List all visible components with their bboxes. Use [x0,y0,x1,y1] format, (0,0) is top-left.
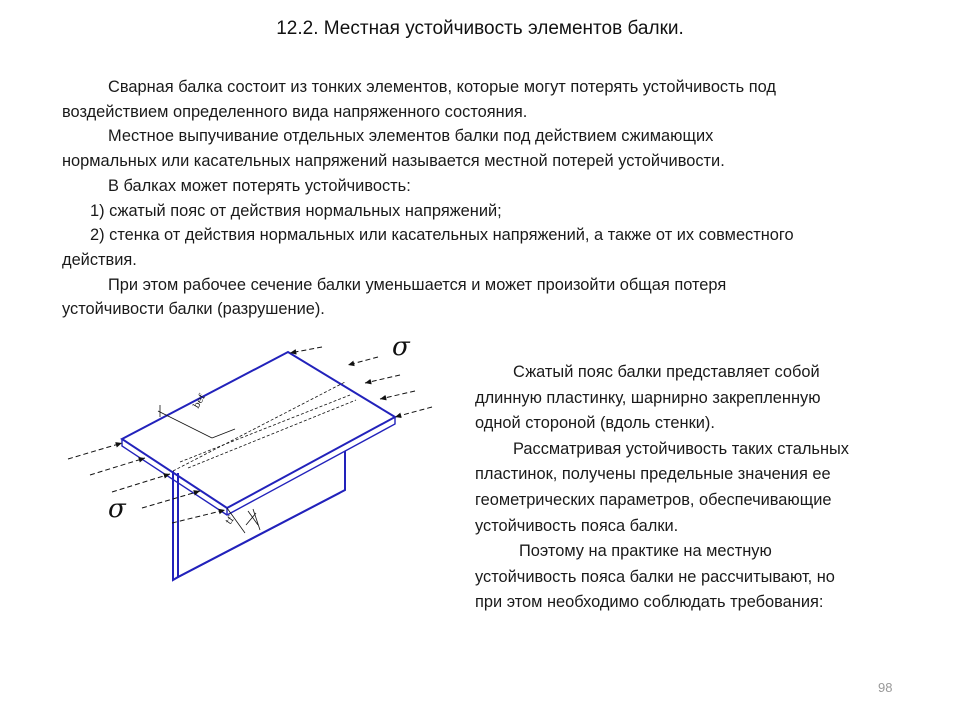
list-item: 1) сжатый пояс от действия нормальных напряжений; [90,201,502,220]
paragraph-line: Рассматривая устойчивость таких стальных [513,439,849,458]
paragraph-line: длинную пластинку, шарнирно закрепленную [475,388,821,407]
list-item-continuation: действия. [62,250,137,269]
intro-text [62,75,932,322]
stress-arrows-right [290,347,432,417]
dimension-bef [158,405,235,438]
web-plate [173,451,345,580]
paragraph-line: одной стороной (вдоль стенки). [475,414,715,433]
page-number: 98 [878,680,893,695]
paragraph-line: пластинок, получены предельные значения ее [475,465,831,484]
sigma-top-label: σ [392,332,410,362]
flange-plate [122,352,395,515]
paragraph-line: устойчивость пояса балки. [475,516,679,535]
paragraph-line: При этом рабочее сечение балки уменьшается и может произойти общая потеря [108,275,727,294]
tf-label: tf [224,515,237,527]
beam-figure [60,325,460,595]
list-item: 2) стенка от действия нормальных или касательных напряжений, а также от их совместного [90,226,794,245]
paragraph-line: устойчивость пояса балки не рассчитывают, но [475,567,835,586]
bef-label: bef [191,393,208,411]
paragraph-line: Сжатый пояс балки представляет собой [513,363,820,381]
paragraph-line: геометрических параметров, обеспечивающие [475,490,832,509]
paragraph-line: В балках может потерять устойчивость: [108,176,411,195]
paragraph-line: Сварная балка состоит из тонких элементов, которые могут потерять устойчивость под [108,78,776,96]
paragraph-line: при этом необходимо соблюдать требования: [475,593,824,612]
paragraph-line: Местное выпучивание отдельных элементов балки под действием сжимающих [108,127,714,146]
paragraph-line: нормальных или касательных напряжений называется местной потерей устойчивости. [62,152,725,171]
paragraph-line: устойчивости балки (разрушение). [62,300,325,319]
sigma-left-label: σ [108,494,126,524]
side-text [475,360,915,616]
page-title: 12.2. Местная устойчивость элементов балки. [276,18,684,39]
paragraph-line: воздействием определенного вида напряженного состояния. [62,102,528,121]
paragraph-line: Поэтому на практике на местную [519,542,772,561]
